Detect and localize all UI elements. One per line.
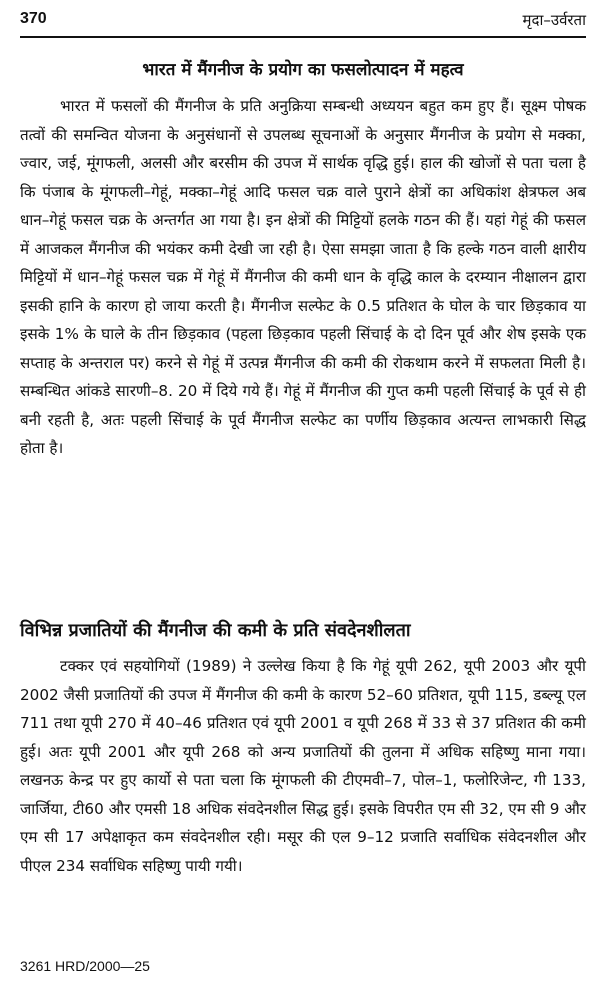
paragraph-variety-sensitivity: टक्कर एवं सहयोगियों (1989) ने उल्लेख किया है कि गेहूं यूपी 262, यूपी 2003 और यूपी 2002 जैसी प्रजातियों की उपज में मैंगनीज की कमी के कारण 52–60 प्रतिशत, यूपी 115, डब्ल्यू एल 711 तथा यूपी 270 में 40–46 प्रतिशत एवं यूपी 2001 व यूपी 268 में 33 से 37 प्रतिशत की कमी हुई। अतः यूपी 2001 और यूपी 268 को अन्य प्रजातियों की तुलना में अधिक सहिष्णु माना गया। लखनऊ केन्द्र पर हुए कार्यो से पता चला कि मूंगफली की टीएमवी–7, पोल–1, फलोरिजेन्ट, गी 133, जार्जिया, टी60 और एमसी 18 अधिक संवदेनशील सिद्ध हुई। इसके विपरीत एम सी 32, एम सी 9 और एम सी 17 अपेक्षाकृत कम संवदेनशील रही। मसूर की एल 9–12 प्रजाति सर्वाधिक संवेदनशील और पीएल 234 सर्वाधिक सहिष्णु पायी गयी। [20, 657, 586, 875]
page-header [20, 10, 586, 38]
paragraph-manganese-importance: भारत में फसलों की मैंगनीज के प्रति अनुक्रिया सम्बन्धी अध्ययन बहुत कम हुए हैं। सूक्ष्म पोषक तत्वों की समन्वित योजना के अनुसंधानों से उपलब्ध सूचनाओं के अनुसार मैंगनीज के प्रयोग से मक्का, ज्वार, जई, मूंगफली, अलसी और बरसीम की उपज में सार्थक वृद्धि हुई। हाल की खोजों से पता चला है कि पंजाब के मूंगफली–गेहूं, मक्का–गेहूं आदि फसल चक्र वाले पुराने क्षेत्रों का अधिकांश क्षेत्रफल अब धान–गेहूं फसल चक्र के अन्तर्गत आ गया है। इन क्षेत्रों की मिट्टियों हलके गठन की हैं। यहां गेहूं की फसल में आजकल मैंगनीज की भयंकर कमी देखी जा रही है। ऐसा समझा जाता है कि हल्के गठन वाली क्षारीय मिट्टियों में धान–गेहूं फसल चक्र में गेहूं में मैंगनीज की कमी धान के वृद्धि काल के दरम्यान नीक्षालन द्वारा इसकी हानि के कारण हो जाया करती है। मैंगनीज सल्फेट के 0.5 प्रतिशत के घोल के चार छिड़काव या इसके 1% के घाले के तीन छिड़काव (पहला छिड़काव पहली सिंचाई के दो दिन पूर्व और शेष इसके एक सप्ताह के अन्तराल पर) करने से गेहूं में उत्पन्न मैंगनीज की कमी की रोकथाम करने में सफलता मिली है। सम्बन्धित आंकडे सारणी–8. 20 में दिये गये हैं। गेहूं में मैंगनीज की गुप्त कमी पहली सिंचाई के पूर्व से ही बनी रहती है, अतः पहली सिंचाई के पूर्व मैंगनीज सल्फेट का पर्णीय छिड़काव अत्यन्त लाभकारी सिद्ध होता है। [20, 97, 586, 457]
section-heading-variety-sensitivity: विभिन्न प्रजातियों की मैंगनीज की कमी के प्रति संवदेनशीलता [20, 620, 411, 641]
print-code: 3261 HRD/2000—25 [20, 958, 150, 974]
page-number: 370 [20, 10, 47, 27]
running-head: मृदा–उर्वरता [522, 11, 586, 29]
section-heading-manganese-importance: भारत में मैंगनीज के प्रयोग का फसलोत्पादन में महत्व [142, 60, 464, 80]
